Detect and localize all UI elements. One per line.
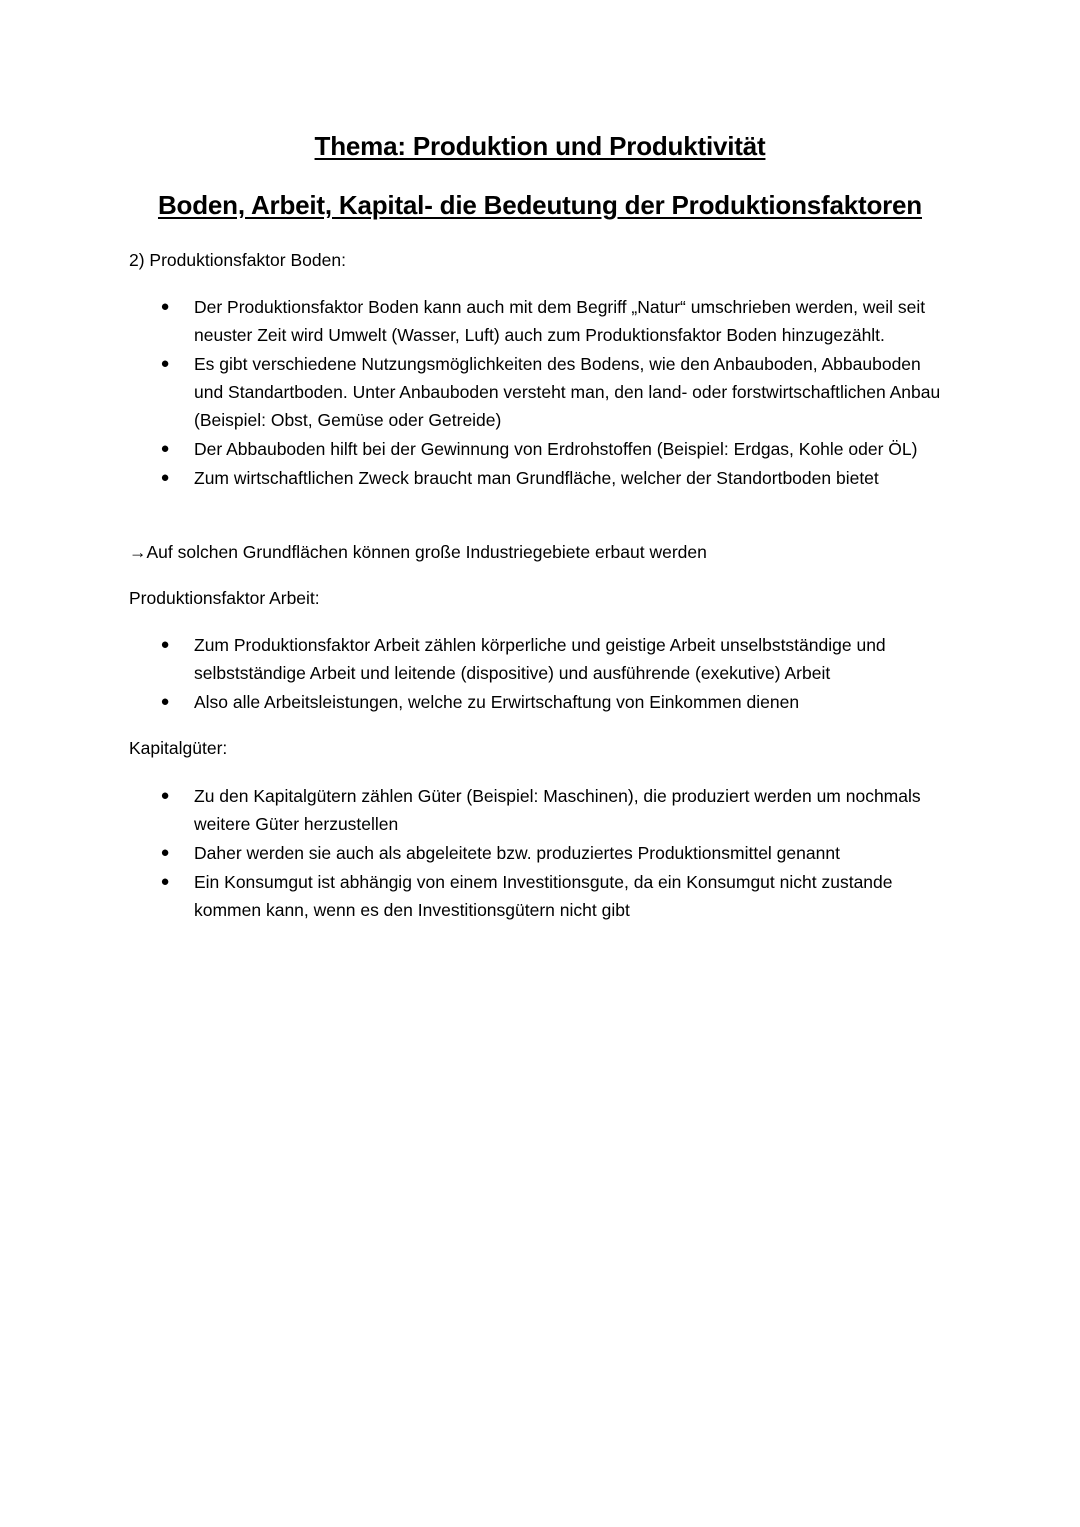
bullet-list-arbeit — [0, 631, 1080, 717]
bullet-list-boden — [0, 293, 1080, 493]
list-item — [0, 839, 954, 867]
document-title: Thema: Produktion und Produktivität — [314, 131, 766, 161]
bullet-icon: ● — [160, 355, 170, 372]
document-subtitle: Boden, Arbeit, Kapital- die Bedeutung der Produktionsfaktoren — [157, 190, 922, 220]
bullet-icon: ● — [160, 693, 170, 710]
list-item-text: Zum Produktionsfaktor Arbeit zählen körperliche und geistige Arbeit unselbstständige und selbstständige Arbeit und leitende (dispositive) und ausführende (exekutive) Arbeit — [194, 635, 886, 683]
list-item-text: Es gibt verschiedene Nutzungsmöglichkeiten des Bodens, wie den Anbauboden, Abbauboden und Standartboden. Unter Anbauboden versteht man, den land- oder forstwirtschaftlichen Anbau (Beispiel: Obst, Gemüse oder Getreide) — [194, 354, 941, 430]
list-item-text: Zum wirtschaftlichen Zweck braucht man Grundfläche, welcher der Standortboden bietet — [194, 468, 879, 488]
list-item-text: Der Abbauboden hilft bei der Gewinnung von Erdrohstoffen (Beispiel: Erdgas, Kohle oder ÖL) — [194, 439, 918, 459]
list-item — [0, 631, 954, 687]
section-note-boden: →Auf solchen Grundflächen können große Industriegebiete erbaut werden — [129, 542, 707, 562]
bullet-icon: ● — [160, 787, 170, 804]
bullet-list-kapital — [0, 782, 1080, 925]
list-item-text: Der Produktionsfaktor Boden kann auch mit dem Begriff „Natur“ umschrieben werden, weil seit neuster Zeit wird Umwelt (Wasser, Luft) auch zum Produktionsfaktor Boden hinzugezählt. — [194, 297, 926, 345]
bullet-icon: ● — [160, 873, 170, 890]
bullet-icon: ● — [160, 636, 170, 653]
list-item — [0, 868, 954, 924]
list-item — [0, 435, 954, 463]
section-heading-arbeit: Produktionsfaktor Arbeit: — [129, 588, 320, 608]
section-heading-boden: 2) Produktionsfaktor Boden: — [129, 250, 346, 270]
list-item — [0, 293, 954, 349]
list-item-text: Zu den Kapitalgütern zählen Güter (Beispiel: Maschinen), die produziert werden um nochmals weitere Güter herzustellen — [194, 786, 921, 834]
bullet-icon: ● — [160, 298, 170, 315]
list-item — [0, 688, 954, 716]
list-item — [0, 464, 954, 492]
bullet-icon: ● — [160, 844, 170, 861]
list-item-text: Also alle Arbeitsleistungen, welche zu Erwirtschaftung von Einkommen dienen — [194, 692, 800, 712]
list-item-text: Ein Konsumgut ist abhängig von einem Investitionsgute, da ein Konsumgut nicht zustande kommen kann, wenn es den Investitionsgütern nicht gibt — [194, 872, 893, 920]
list-item-text: Daher werden sie auch als abgeleitete bzw. produziertes Produktionsmittel genannt — [194, 843, 840, 863]
list-item — [0, 782, 954, 838]
list-item — [0, 350, 954, 434]
bullet-icon: ● — [160, 440, 170, 457]
bullet-icon: ● — [160, 469, 170, 486]
section-heading-kapital: Kapitalgüter: — [129, 738, 228, 758]
